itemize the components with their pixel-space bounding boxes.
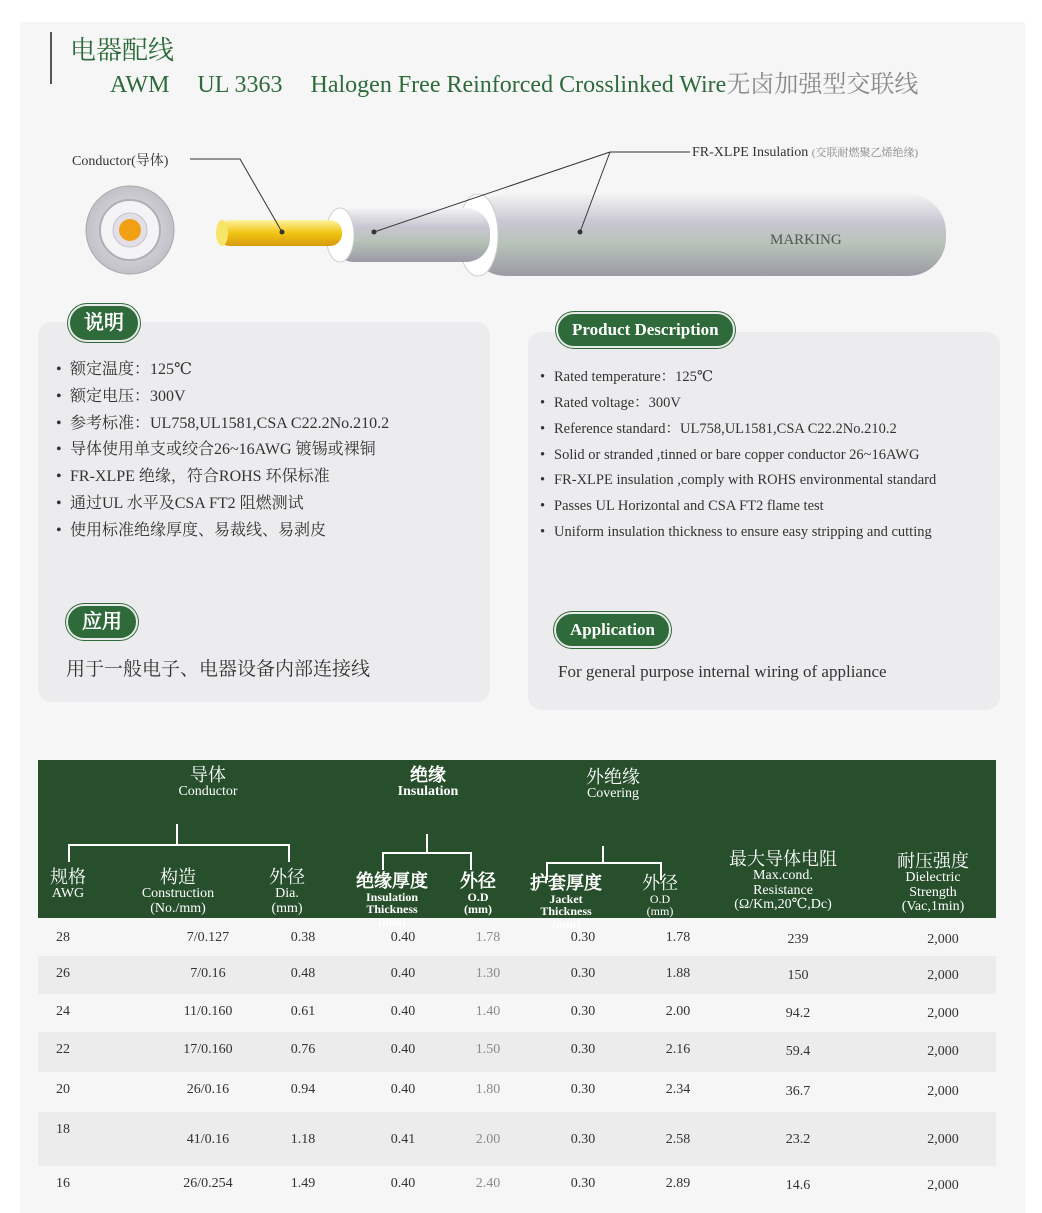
table-cell: 16 [56, 1176, 70, 1191]
table-cell: 2,000 [927, 1178, 959, 1193]
table-cell: 2,000 [927, 1044, 959, 1059]
table-cell: 7/0.16 [190, 966, 226, 981]
table-cell: 22 [56, 1042, 70, 1057]
table-row [38, 956, 996, 994]
group-covering: 外绝缘 Covering [586, 767, 640, 801]
table-row [38, 994, 996, 1032]
col-dielectric-strength: 耐压强度 Dielectric Strength (Vac,1min) [897, 851, 969, 915]
table-cell: 26/0.16 [186, 1082, 230, 1097]
table-row [38, 1072, 996, 1112]
table-cell: 2,000 [927, 968, 959, 983]
table-cell: 0.41 [390, 1132, 416, 1147]
table-cell: 59.4 [785, 1044, 811, 1059]
table-cell: 17/0.160 [183, 1042, 233, 1057]
description-list-cn [56, 360, 486, 542]
table-cell: 239 [787, 932, 809, 947]
list-item: • Passes UL Horizontal and CSA FT2 flame test [540, 497, 980, 516]
table-cell: 0.38 [290, 930, 316, 945]
table-cell: 1.50 [475, 1042, 501, 1057]
table-cell: 2.58 [665, 1132, 691, 1147]
list-item: • FR-XLPE insulation ,comply with ROHS environmental standard [540, 471, 980, 490]
outer-sheath [468, 194, 946, 276]
table-cell: 0.30 [570, 1132, 596, 1147]
table-cell: 1.49 [290, 1176, 316, 1191]
table-cell: 14.6 [785, 1178, 811, 1193]
table-cell: 2.89 [665, 1176, 691, 1191]
insulation-label-en: FR-XLPE Insulation [692, 145, 809, 160]
table-cell: 0.30 [570, 966, 596, 981]
table-cell: 41/0.16 [186, 1132, 230, 1147]
table-cell: 24 [56, 1004, 70, 1019]
col-insulation-thickness: 绝缘厚度 Insulation Thickness (mm) [356, 871, 428, 930]
list-item: • 通过UL 水平及CSA FT2 阻燃测试 [56, 494, 486, 515]
category-title: 电器配线 [70, 36, 175, 65]
col-construction: 构造 Construction (No./mm) [141, 867, 215, 916]
table-cell: 0.30 [570, 1004, 596, 1019]
col-max-resistance: 最大导体电阻 Max.cond. Resistance (Ω/Km,20℃,Dc) [729, 849, 837, 913]
col-awg: 规格 AWG [50, 867, 86, 901]
table-cell: 0.40 [390, 1042, 416, 1057]
table-cell: 0.30 [570, 1176, 596, 1191]
conductor-bracket [68, 844, 290, 862]
table-cell: 2.40 [475, 1176, 501, 1191]
table-cell: 0.40 [390, 930, 416, 945]
table-cell: 0.48 [290, 966, 316, 981]
table-row [38, 1166, 996, 1206]
table-cell: 36.7 [785, 1084, 811, 1099]
application-title-en: Application [554, 612, 671, 648]
col-conductor-dia: 外径 Dia. (mm) [269, 867, 305, 916]
product-name-cn: 无卤加强型交联线 [726, 72, 919, 98]
table-cell: 0.94 [290, 1082, 316, 1097]
table-cell: 1.30 [475, 966, 501, 981]
table-cell: 0.30 [570, 1042, 596, 1057]
application-title-cn: 应用 [66, 604, 138, 640]
list-item: • 额定温度：125℃ [56, 360, 486, 381]
table-row [38, 1112, 996, 1166]
table-cell: 2,000 [927, 1006, 959, 1021]
table-cell: 150 [787, 968, 809, 983]
table-cell: 0.40 [390, 1082, 416, 1097]
catalog-page [20, 22, 1025, 1213]
table-cell: 1.40 [475, 1004, 501, 1019]
table-cell: 2.00 [475, 1132, 501, 1147]
product-standard: UL 3363 [197, 72, 283, 98]
table-cell: 2.00 [665, 1004, 691, 1019]
table-cell: 1.88 [665, 966, 691, 981]
list-item: • Solid or stranded ,tinned or bare copper conductor 26~16AWG [540, 446, 980, 465]
table-cell: 2,000 [927, 1132, 959, 1147]
product-name: Halogen Free Reinforced Crosslinked Wire [310, 72, 727, 98]
table-cell: 0.61 [290, 1004, 316, 1019]
table-cell: 0.40 [390, 1176, 416, 1191]
table-cell: 94.2 [785, 1006, 811, 1021]
table-cell: 2,000 [927, 1084, 959, 1099]
group-conductor: 导体 Conductor [178, 765, 238, 799]
insulation-bracket [382, 852, 472, 870]
list-item: • Rated temperature：125℃ [540, 368, 980, 387]
table-cell: 1.78 [475, 930, 501, 945]
description-title-cn: 说明 [68, 304, 140, 342]
cross-section-icon [86, 186, 174, 274]
list-item: • Rated voltage：300V [540, 394, 980, 413]
list-item: • 参考标准：UL758,UL1581,CSA C22.2No.210.2 [56, 414, 486, 435]
table-cell: 23.2 [785, 1132, 811, 1147]
list-item: • Reference standard：UL758,UL1581,CSA C22.2No.210.2 [540, 420, 980, 439]
table-cell: 0.30 [570, 1082, 596, 1097]
marking-label: MARKING [770, 232, 842, 248]
cable-diagram [20, 22, 1025, 312]
list-item: • 使用标准绝缘厚度、易裁线、易剥皮 [56, 521, 486, 542]
table-cell: 18 [56, 1122, 70, 1137]
application-text-en: For general purpose internal wiring of appliance [558, 662, 887, 681]
spec-table-header [38, 760, 996, 932]
table-cell: 1.80 [475, 1082, 501, 1097]
table-cell: 2.34 [665, 1082, 691, 1097]
table-cell: 28 [56, 930, 70, 945]
table-row [38, 1032, 996, 1072]
table-row [38, 920, 996, 956]
table-cell: 1.18 [290, 1132, 316, 1147]
description-list-en [540, 368, 980, 542]
description-title-en: Product Description [556, 312, 735, 348]
table-cell: 0.40 [390, 1004, 416, 1019]
table-cell: 26 [56, 966, 70, 981]
list-item: • Uniform insulation thickness to ensure easy stripping and cutting [540, 523, 980, 542]
application-text-cn: 用于一般电子、电器设备内部连接线 [66, 659, 371, 680]
col-jacket-thickness: 护套厚度 Jacket Thickness (mm) [530, 873, 602, 932]
conductor-label: Conductor(导体) [72, 154, 169, 169]
table-cell: 2,000 [927, 932, 959, 947]
group-insulation: 绝缘 Insulation [397, 765, 459, 799]
product-type: AWM [110, 72, 170, 98]
col-covering-od: 外径 O.D (mm) [642, 873, 678, 919]
table-cell: 0.30 [570, 930, 596, 945]
table-cell: 0.76 [290, 1042, 316, 1057]
table-cell: 1.78 [665, 930, 691, 945]
table-cell: 11/0.160 [183, 1004, 233, 1019]
list-item: • 导体使用单支或绞合26~16AWG 镀锡或裸铜 [56, 440, 486, 461]
table-cell: 26/0.254 [183, 1176, 233, 1191]
insulation-label-cn: (交联耐燃聚乙烯绝缘) [811, 147, 919, 159]
table-cell: 2.16 [665, 1042, 691, 1057]
table-cell: 20 [56, 1082, 70, 1097]
list-item: • FR-XLPE 绝缘，符合ROHS 环保标准 [56, 467, 486, 488]
insulation-label [692, 144, 918, 161]
table-cell: 7/0.127 [186, 930, 230, 945]
table-cell: 0.40 [390, 966, 416, 981]
col-insulation-od: 外径 O.D (mm) [460, 871, 496, 917]
list-item: • 额定电压：300V [56, 387, 486, 408]
